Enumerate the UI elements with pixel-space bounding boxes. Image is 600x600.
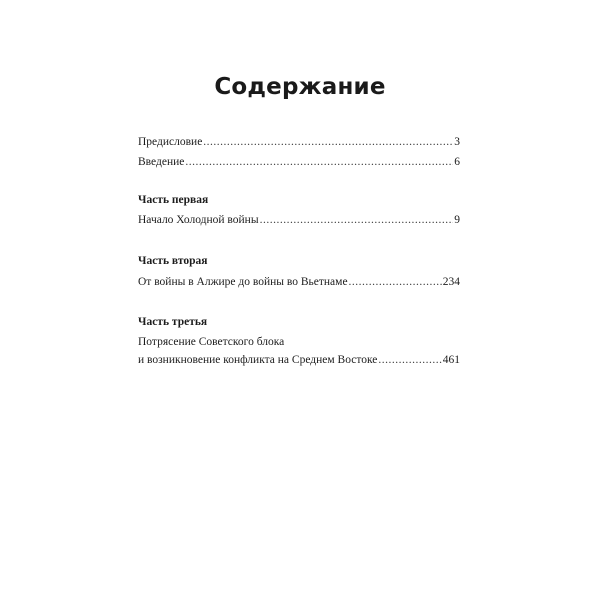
toc-entry-page: 461 xyxy=(442,354,460,366)
toc-entry-label: Введение xyxy=(138,156,185,168)
page-title: Содержание xyxy=(214,74,386,100)
toc-entry-page: 6 xyxy=(454,156,460,168)
toc-entry-label-line: Потрясение Советского блока xyxy=(138,336,285,348)
toc-entry-label: Предисловие xyxy=(138,136,203,148)
toc-entry-label: От войны в Алжире до войны во Вьетнаме xyxy=(138,276,348,288)
dot-leader xyxy=(349,275,442,289)
toc-entry-page: 3 xyxy=(454,136,460,148)
part-heading: Часть вторая xyxy=(138,255,208,267)
dot-leader xyxy=(203,135,453,149)
toc-entry xyxy=(138,213,460,227)
toc-entry-label: Начало Холодной войны xyxy=(138,214,259,226)
toc-entry xyxy=(138,135,460,149)
toc-entry xyxy=(138,275,460,289)
dot-leader xyxy=(378,353,441,367)
toc-entry xyxy=(138,353,460,367)
toc-entry-page: 234 xyxy=(442,276,460,288)
part-heading: Часть первая xyxy=(138,194,209,206)
toc-entry-page: 9 xyxy=(454,214,460,226)
part-heading: Часть третья xyxy=(138,316,208,328)
dot-leader xyxy=(260,213,454,227)
dot-leader xyxy=(185,155,453,169)
toc-entry-label: и возникновение конфликта на Среднем Востоке xyxy=(138,354,378,366)
toc-entry xyxy=(138,155,460,169)
